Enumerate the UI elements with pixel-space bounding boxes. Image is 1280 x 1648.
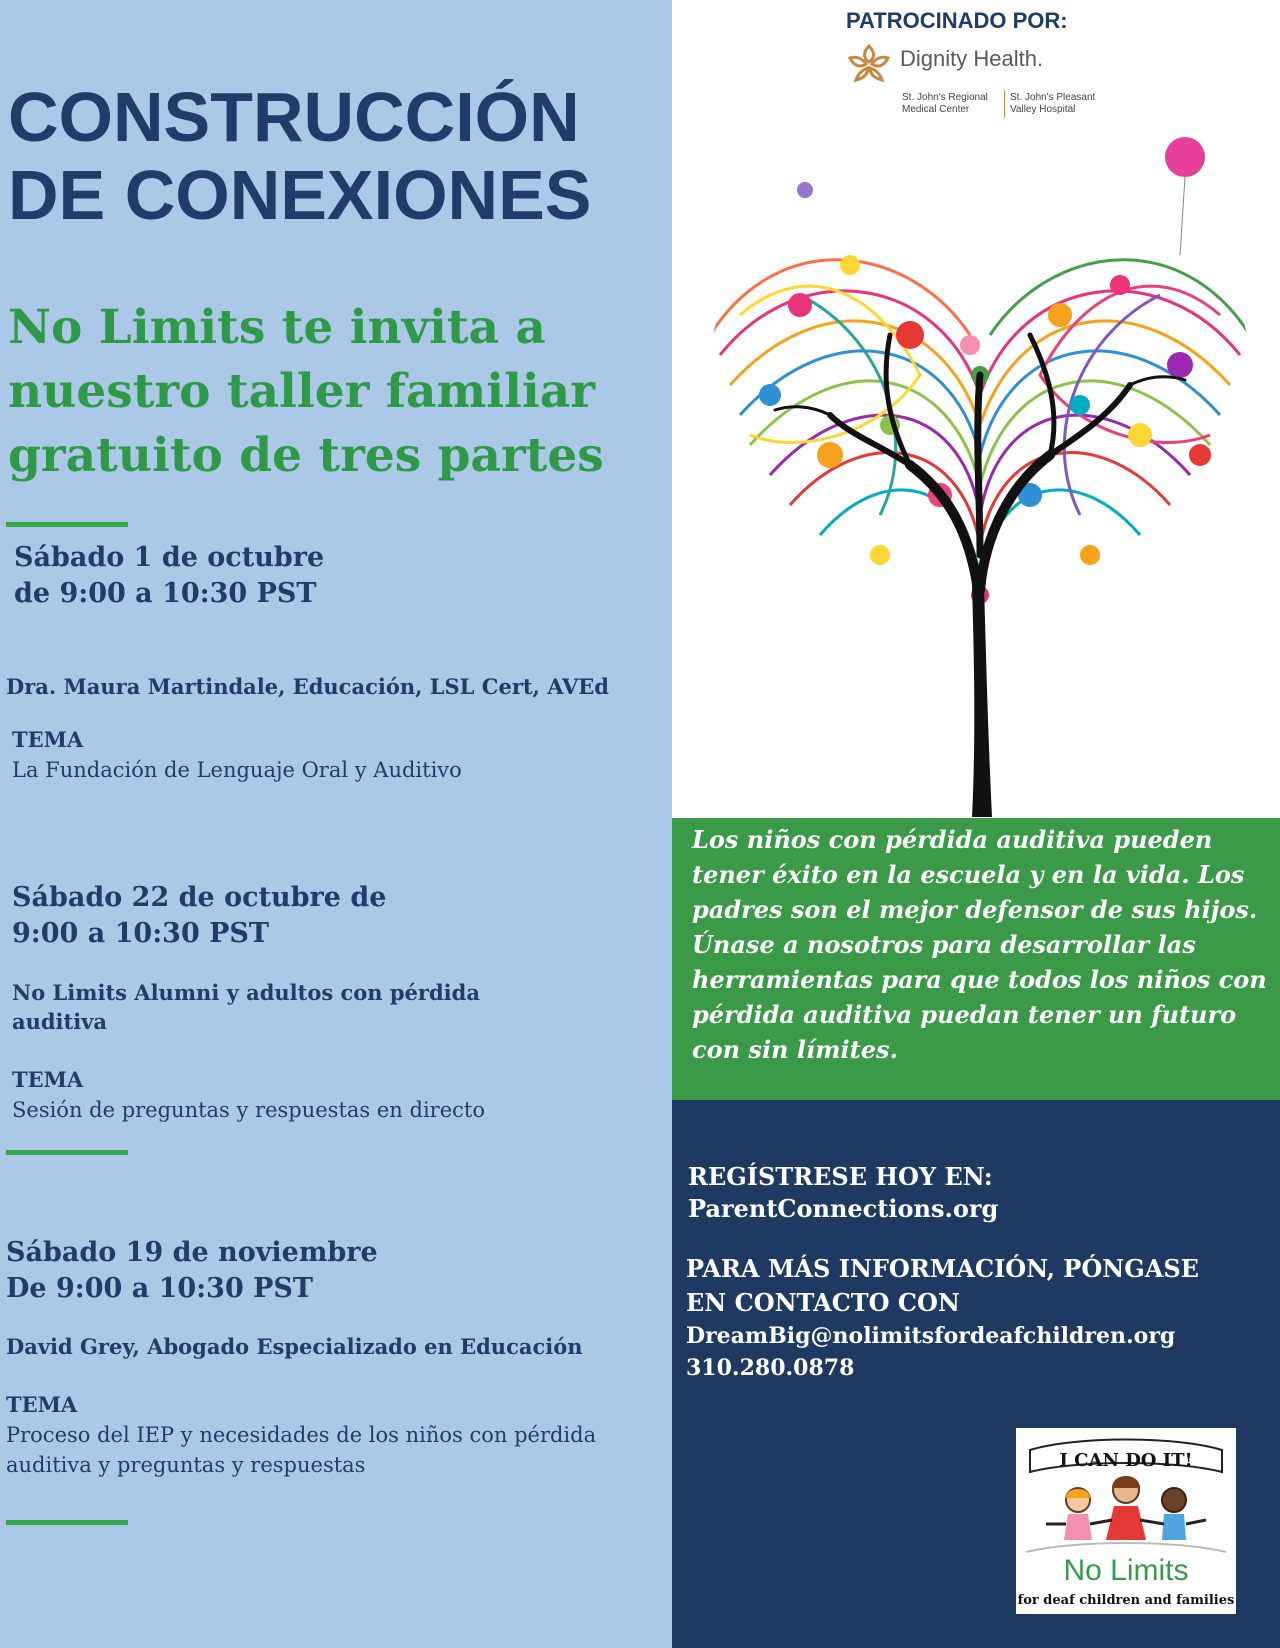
contact-email[interactable]: DreamBig@nolimitsfordeafchildren.org (686, 1323, 1176, 1349)
title-line-1: CONSTRUCCIÓN (8, 78, 580, 156)
session-1-speaker: Dra. Maura Martindale, Educación, LSL Cert, AVEd (6, 674, 609, 699)
invitation-subtitle: No Limits te invita a nuestro taller familiar gratuito de tres partes (8, 300, 604, 483)
logo-tagline-text: for deaf children and families (1017, 1593, 1235, 1608)
session-3-tema: Proceso del IEP y necesidades de los niños con pérdida auditiva y preguntas y respuestas (6, 1423, 597, 1477)
session-3 (6, 1235, 656, 1307)
session-2-date: Sábado 22 de octubre de (12, 882, 387, 913)
heart-tree-illustration (680, 135, 1280, 817)
divider-2 (6, 1150, 128, 1155)
register-label: REGÍSTRESE HOY EN: (688, 1162, 993, 1191)
session-1-date: Sábado 1 de octubre (14, 542, 325, 573)
session-3-tema-label: TEMA (6, 1392, 78, 1417)
sponsor-name: Dignity Health. (900, 46, 1044, 71)
title-line-2: DE CONEXIONES (8, 156, 592, 234)
no-limits-logo (1016, 1428, 1236, 1614)
session-3-speaker: David Grey, Abogado Especializado en Educación (6, 1334, 583, 1359)
page-title (8, 78, 672, 234)
session-2-time: 9:00 a 10:30 PST (12, 918, 270, 949)
session-1-time: de 9:00 a 10:30 PST (14, 578, 317, 609)
info-label: PARA MÁS INFORMACIÓN, PÓNGASE EN CONTACTO CON (686, 1254, 1199, 1317)
divider-3 (6, 1520, 128, 1525)
session-1-tema-label: TEMA (12, 727, 84, 752)
session-2-speaker: No Limits Alumni y adultos con pérdida auditiva (12, 980, 480, 1034)
dignity-health-flower-icon (846, 42, 892, 84)
session-2 (12, 880, 662, 952)
session-2-tema: Sesión de preguntas y respuestas en directo (12, 1098, 485, 1122)
sponsor-separator (1004, 90, 1005, 118)
session-2-tema-label: TEMA (12, 1067, 84, 1092)
session-3-time: De 9:00 a 10:30 PST (6, 1273, 314, 1304)
session-3-date: Sábado 19 de noviembre (6, 1237, 378, 1268)
sponsor-hospital-1: St. John's Regional Medical Center (902, 92, 988, 115)
register-link[interactable]: ParentConnections.org (688, 1194, 999, 1223)
sponsor-label: PATROCINADO POR: (846, 8, 1068, 33)
divider-1 (6, 522, 128, 527)
logo-name-text: No Limits (1063, 1554, 1189, 1587)
logo-banner-text: I CAN DO IT! (1059, 1450, 1193, 1471)
contact-phone[interactable]: 310.280.0878 (686, 1355, 855, 1381)
sponsor-hospital-2: St. John's Pleasant Valley Hospital (1010, 92, 1096, 115)
no-limits-children-logo (1016, 1428, 1236, 1614)
session-1 (14, 540, 664, 612)
session-1-tema: La Fundación de Lenguaje Oral y Auditivo (12, 758, 462, 782)
message-text: Los niños con pérdida auditiva pueden tener éxito en la escuela y en la vida. Los padres son el mejor defensor de sus hijos. Únase a nosotros para desarrollar las herramientas para que todos los niños con pérdida auditiva puedan tener un futuro con sin límites. (692, 825, 1267, 1064)
